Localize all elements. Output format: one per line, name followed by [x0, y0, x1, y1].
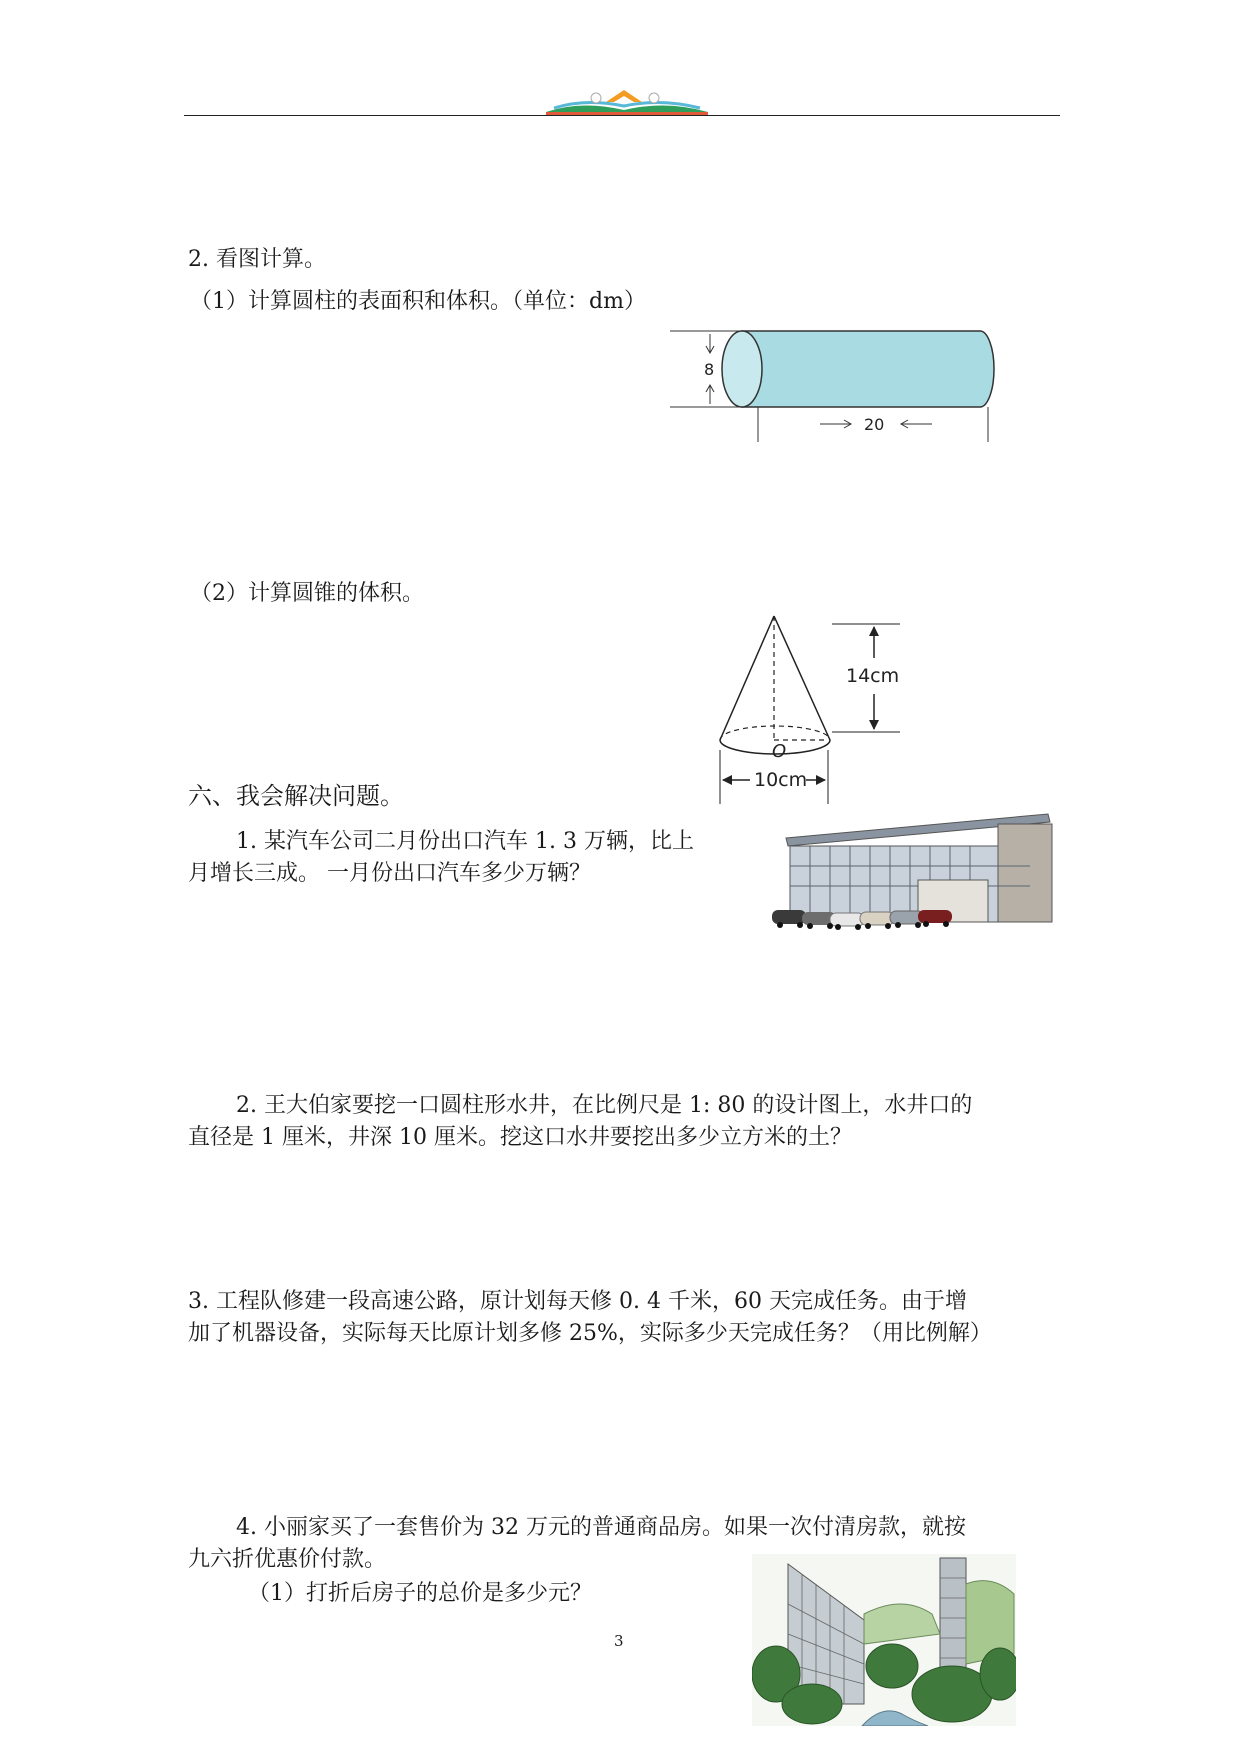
problem4-question1: （1）打折后房子的总价是多少元？ — [248, 1581, 592, 1606]
problem3-line1: 3. 工程队修建一段高速公路，原计划每天修 0. 4 千米，60 天完成任务。由于增 — [188, 1289, 967, 1314]
problem4-line2: 九六折优惠价付款。 — [188, 1547, 387, 1572]
question-cone: （2）计算圆锥的体积。 — [190, 581, 424, 606]
problem1-line2: 月增长三成。 一月份出口汽车多少万辆？ — [188, 861, 591, 886]
problem2-line2: 直径是 1 厘米，井深 10 厘米。挖这口水井要挖出多少立方米的土？ — [188, 1125, 852, 1150]
cone-height-label: 14cm — [846, 665, 900, 687]
cone-center-label: O — [772, 741, 787, 762]
problem4-line1: 4. 小丽家买了一套售价为 32 万元的普通商品房。如果一次付清房款，就按 — [236, 1515, 966, 1540]
cone-figure — [700, 600, 920, 814]
housing-illustration — [752, 1554, 1016, 1730]
cylinder-length-label: 20 — [864, 415, 885, 434]
problem2-line1: 2. 王大伯家要挖一口圆柱形水井，在比例尺是 1: 80 的设计图上，水井口的 — [236, 1093, 973, 1118]
problem3-line2: 加了机器设备，实际每天比原计划多修 25%，实际多少天完成任务？（用比例解） — [188, 1321, 992, 1346]
car-dealership-illustration — [768, 810, 1058, 944]
page-number: 3 — [614, 1632, 624, 1650]
cylinder-diameter-label: 8 — [704, 360, 715, 379]
cylinder-figure — [670, 320, 1010, 454]
question-cylinder: （1）计算圆柱的表面积和体积。（单位：dm） — [190, 289, 646, 314]
header-divider — [184, 115, 1060, 116]
cone-diameter-label: 10cm — [754, 769, 808, 791]
section6-heading: 六、我会解决问题。 — [188, 782, 404, 810]
problem1-line1: 1. 某汽车公司二月份出口汽车 1. 3 万辆，比上 — [236, 829, 694, 854]
section2-title: 2. 看图计算。 — [188, 247, 326, 272]
